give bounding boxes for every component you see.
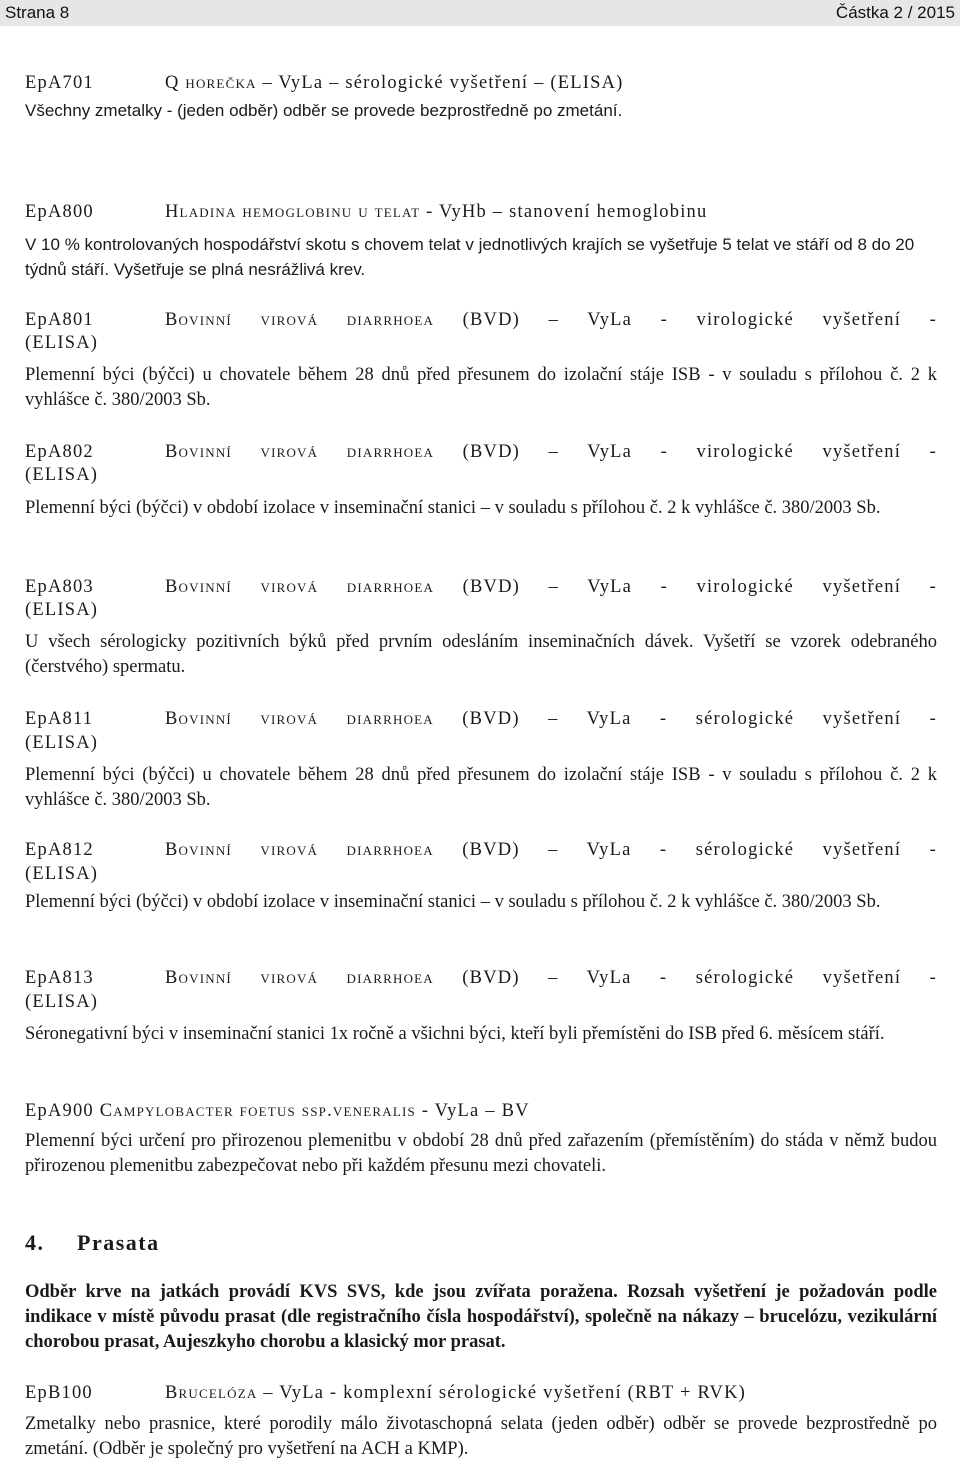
entry-method: (BVD) – VyLa - sérologické vyšetření - bbox=[433, 968, 937, 988]
entry-method: – VyLa - komplexní sérologické vyšetření (RBT + RVK) bbox=[257, 1383, 747, 1403]
entry-heading bbox=[25, 575, 937, 599]
entry-code: EpA803 bbox=[25, 577, 94, 597]
entry-body: V 10 % kontrolovaných hospodářství skotu s chovem telat v jednotlivých krajích se vyšetřuje 5 telat ve stáří od 8 do 20 týdnů stáří. Vyšetřuje se plná nesrážlivá krev. bbox=[25, 235, 915, 279]
entry-method: - VyHb – stanovení hemoglobinu bbox=[420, 202, 708, 222]
entry-title: Campylobacter foetus ssp.veneralis bbox=[99, 1101, 416, 1121]
entry-body: Plemenní býci (býčci) u chovatele během 28 dnů před přesunem do izolační stáje ISB - v souladu s přílohou č. 2 k vyhlášce č. 380/2003 Sb. bbox=[25, 765, 937, 810]
entry-heading bbox=[25, 966, 937, 990]
entry-title: Brucelóza bbox=[165, 1383, 258, 1403]
section-intro: Odběr krve na jatkách provádí KVS SVS, kde jsou zvířata poražena. Rozsah vyšetření je požadován podle indikace v místě původu prasat (dle registračního čísla hospodářství), společně na nákazy – brucelózu, vezikulární chorobou prasat, Aujeszkyho chorobu a klasický mor prasat. bbox=[25, 1282, 937, 1352]
entry-body: Plemenní býci (býčci) v období izolace v inseminační stanici – v souladu s přílohou č. 2 k vyhlášce č. 380/2003 Sb. bbox=[25, 892, 881, 912]
entry-heading bbox=[25, 1381, 937, 1405]
entry-code: EpB100 bbox=[25, 1383, 93, 1403]
entry-method: (BVD) – VyLa - sérologické vyšetření - bbox=[433, 709, 937, 729]
entry-heading-cont: (ELISA) bbox=[25, 992, 99, 1012]
entry-heading-cont: (ELISA) bbox=[25, 864, 99, 884]
entry-heading bbox=[25, 440, 937, 464]
section-heading bbox=[25, 1231, 937, 1255]
entry-title: Bovinní virová diarrhoea bbox=[165, 442, 435, 462]
entry-body: Zmetalky nebo prasnice, které porodily málo životaschopná selata (jeden odběr) odběr se provede bezprostředně po zmetání. (Odběr je společný pro vyšetření na ACH a KMP). bbox=[25, 1414, 937, 1459]
entry-body: Séronegativní býci v inseminační stanici 1x ročně a všichni býci, kteří byli přemístěni do ISB před 6. měsícem stáří. bbox=[25, 1024, 885, 1044]
page-number: Strana 8 bbox=[5, 3, 70, 22]
section-number: 4. bbox=[25, 1230, 45, 1255]
entry-heading bbox=[25, 308, 937, 332]
entry-body: Plemenní býci (býčci) v období izolace v inseminační stanici – v souladu s přílohou č. 2 k vyhlášce č. 380/2003 Sb. bbox=[25, 498, 881, 518]
entry-heading bbox=[25, 838, 937, 862]
entry-method: (BVD) – VyLa - virologické vyšetření - bbox=[434, 442, 937, 462]
entry-heading bbox=[25, 71, 937, 95]
entry-title: Bovinní virová diarrhoea bbox=[165, 310, 435, 330]
entry-code: EpA900 bbox=[25, 1101, 94, 1121]
entry-title: Q horečka bbox=[165, 73, 257, 93]
entry-method: (BVD) – VyLa - sérologické vyšetření - bbox=[433, 840, 937, 860]
entry-heading bbox=[25, 1099, 937, 1123]
entry-heading-cont: (ELISA) bbox=[25, 733, 99, 753]
entry-heading bbox=[25, 200, 937, 224]
entry-body: Plemenní býci určení pro přirozenou plemenitbu v období 28 dnů před zařazením (přemístěním) do stáda v němž budou přirozenou plemenitbu zabezpečovat nebo při každém přesunu mezi chovateli. bbox=[25, 1131, 937, 1176]
entry-code: EpA813 bbox=[25, 968, 94, 988]
entry-method: – VyLa – sérologické vyšetření – (ELISA) bbox=[256, 73, 624, 93]
entry-code: EpA701 bbox=[25, 73, 94, 93]
entry-heading-cont: (ELISA) bbox=[25, 465, 99, 485]
entry-heading bbox=[25, 707, 937, 731]
entry-heading-cont: (ELISA) bbox=[25, 333, 99, 353]
issue-number: Částka 2 / 2015 bbox=[835, 3, 955, 22]
entry-code: EpA800 bbox=[25, 202, 94, 222]
entry-title: Bovinní virová diarrhoea bbox=[165, 709, 434, 729]
entry-method: (BVD) – VyLa - virologické vyšetření - bbox=[434, 577, 937, 597]
entry-method: - VyLa – BV bbox=[415, 1101, 530, 1121]
entry-code: EpA811 bbox=[25, 709, 94, 729]
entry-code: EpA801 bbox=[25, 310, 94, 330]
page-header bbox=[0, 0, 960, 26]
entry-title: Bovinní virová diarrhoea bbox=[165, 577, 435, 597]
entry-code: EpA812 bbox=[25, 840, 94, 860]
entry-method: (BVD) – VyLa - virologické vyšetření - bbox=[434, 310, 937, 330]
section-title: Prasata bbox=[77, 1230, 160, 1255]
entry-body: Všechny zmetalky - (jeden odběr) odběr se provede bezprostředně po zmetání. bbox=[25, 101, 623, 120]
entry-title: Bovinní virová diarrhoea bbox=[165, 968, 434, 988]
entry-title: Hladina hemoglobinu u telat bbox=[165, 202, 421, 222]
entry-code: EpA802 bbox=[25, 442, 94, 462]
entry-title: Bovinní virová diarrhoea bbox=[165, 840, 434, 860]
entry-body: U všech sérologicky pozitivních býků před prvním odesláním inseminačních dávek. Vyšetří se vzorek odebraného (čerstvého) spermatu. bbox=[25, 632, 937, 677]
entry-heading-cont: (ELISA) bbox=[25, 600, 99, 620]
entry-body: Plemenní býci (býčci) u chovatele během 28 dnů před přesunem do izolační stáje ISB - v souladu s přílohou č. 2 k vyhlášce č. 380/2003 Sb. bbox=[25, 365, 937, 410]
